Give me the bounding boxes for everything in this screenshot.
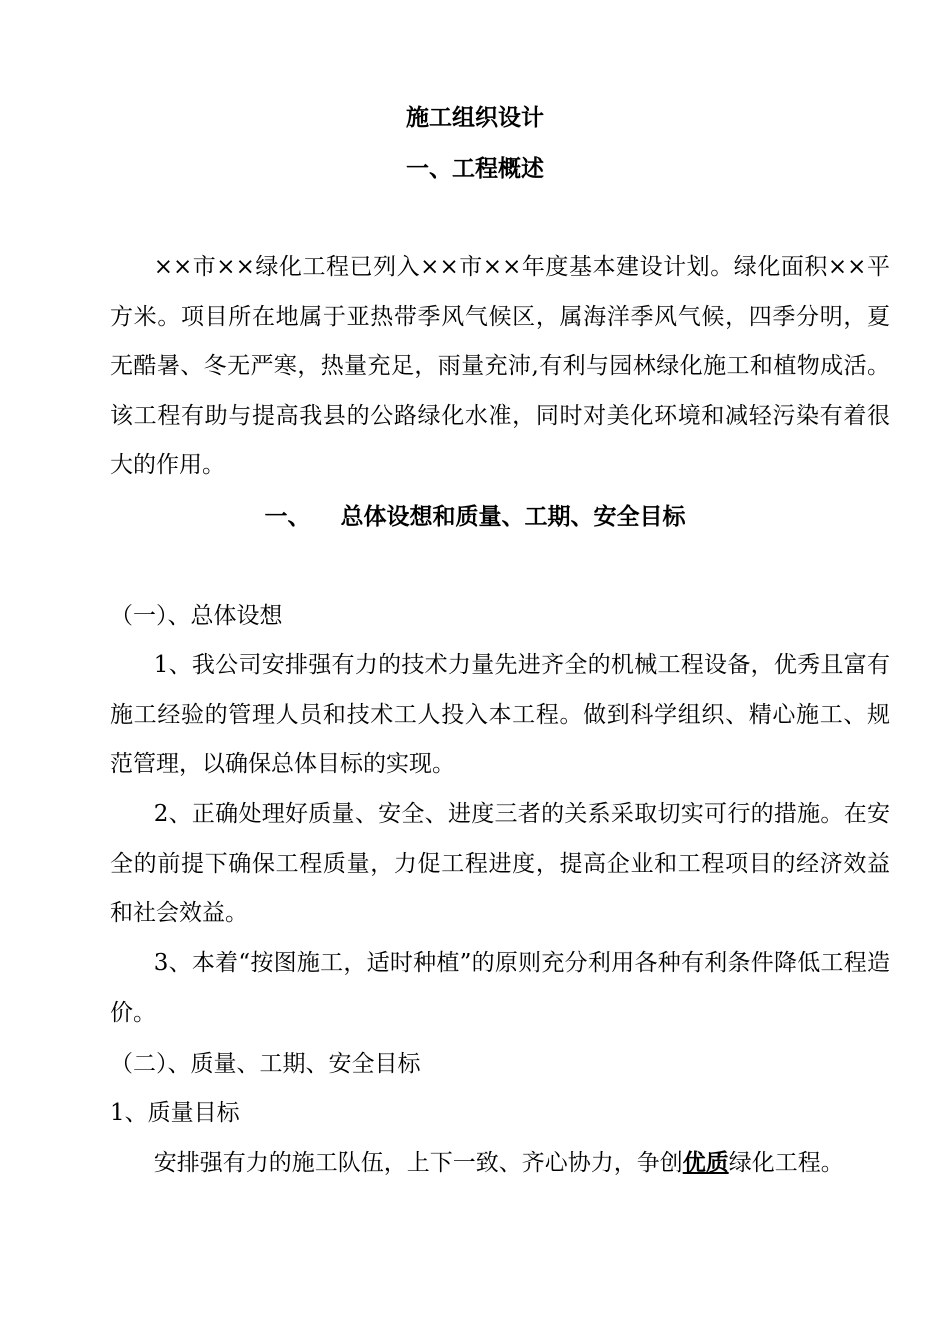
quality-text-emphasis: 优质 bbox=[682, 1149, 729, 1176]
quality-text-start: 安排强有力的施工队伍，上下一致、齐心协力，争创 bbox=[153, 1150, 683, 1176]
subsection-heading-targets: （二）、质量、工期、安全目标 bbox=[110, 1051, 421, 1077]
list-item-3: 3、本着“按图施工，适时种植”的原则充分利用各种有利条件降低工程造价。 bbox=[110, 950, 890, 1026]
quality-target-heading: 1、质量目标 bbox=[110, 1100, 240, 1126]
section-heading-number: 一、 bbox=[264, 503, 311, 530]
section-heading-text: 总体设想和质量、工期、安全目标 bbox=[340, 503, 686, 530]
section-heading-overview: 一、工程概述 bbox=[406, 155, 544, 182]
quality-text-end: 绿化工程。 bbox=[728, 1150, 844, 1176]
list-item-1: 1、我公司安排强有力的技术力量先进齐全的机械工程设备，优秀且富有施工经验的管理人员和技术工人投入本工程。做到科学组织、精心施工、规范管理，以确保总体目标的实现。 bbox=[110, 652, 890, 777]
section-heading-goals bbox=[0, 502, 950, 532]
list-item-2: 2、正确处理好质量、安全、进度三者的关系采取切实可行的措施。在安全的前提下确保工程质量，力促工程进度，提高企业和工程项目的经济效益和社会效益。 bbox=[110, 801, 890, 926]
document-title: 施工组织设计 bbox=[406, 104, 544, 131]
quality-target-paragraph bbox=[110, 1138, 890, 1189]
overview-paragraph: ××市××绿化工程已列入××市××年度基本建设计划。绿化面积××平方米。项目所在地属于亚热带季风气候区，属海洋季风气候，四季分明，夏无酷暑、冬无严寒，热量充足，雨量充沛,有利与园林绿化施工和植物成活。该工程有助与提高我县的公路绿化水准，同时对美化环境和减轻污染有着很大的作用。 bbox=[110, 254, 890, 478]
subsection-heading-overall: （一）、总体设想 bbox=[110, 603, 283, 629]
